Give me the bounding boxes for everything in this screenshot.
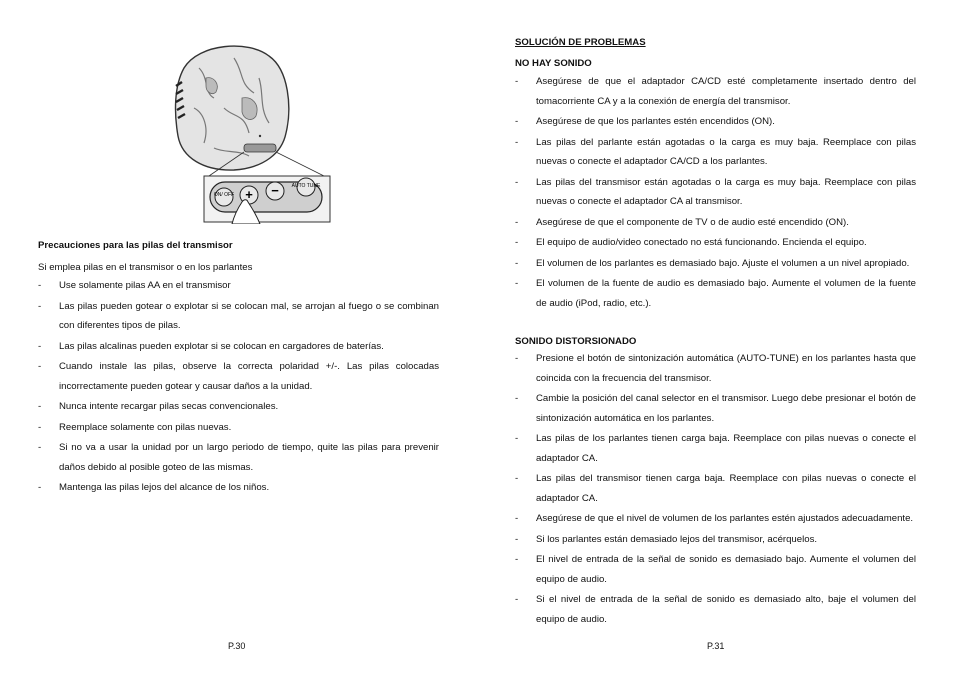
list-item: - Reemplace solamente con pilas nuevas.: [38, 418, 439, 438]
list-item: - Las pilas de los parlantes tienen carga baja. Reemplace con pilas nuevas o conecte el adaptador CA.: [515, 429, 916, 468]
list-item: - Asegúrese de que el componente de TV o de audio esté encendido (ON).: [515, 213, 916, 233]
battery-precautions-list: [38, 276, 439, 499]
rock-speaker-illustration: [164, 38, 344, 224]
minus-label: −: [271, 183, 279, 198]
troubleshooting-title: SOLUCIÓN DE PROBLEMAS: [515, 37, 646, 48]
rock-speaker-drawing: [164, 38, 344, 224]
list-item: - El volumen de los parlantes es demasiado bajo. Ajuste el volumen a un nivel apropiado.: [515, 254, 916, 274]
list-item: - El volumen de la fuente de audio es demasiado bajo. Aumente el volumen de la fuente de audio (iPod, radio, etc.).: [515, 274, 916, 313]
on-off-label: ON/ OFF: [213, 192, 235, 198]
list-item: - Las pilas del transmisor tienen carga baja. Reemplace con pilas nuevas o conecte el adaptador CA.: [515, 469, 916, 508]
list-item: - Use solamente pilas AA en el transmisor: [38, 276, 439, 296]
list-item: - Cuando instale las pilas, observe la correcta polaridad +/-. Las pilas colocadas incorrectamente pueden gotear y causar daños a la unidad.: [38, 357, 439, 396]
list-item: - Presione el botón de sintonización automática (AUTO-TUNE) en los parlantes hasta que coincida con la frecuencia del transmisor.: [515, 349, 916, 388]
page-number-right: P.31: [707, 641, 725, 651]
list-item: - El equipo de audio/video conectado no está funcionando. Encienda el equipo.: [515, 233, 916, 253]
list-item: - Las pilas del transmisor están agotadas o la carga es muy baja. Reemplace con pilas nuevas o conecte el adaptador CA al transmisor.: [515, 173, 916, 212]
list-item: - Asegúrese de que el adaptador CA/CD esté completamente insertado dentro del tomacorriente CA y a la conexión de energía del transmisor.: [515, 72, 916, 111]
rock-button-row: [244, 144, 276, 152]
list-item: - Asegúrese de que los parlantes estén encendidos (ON).: [515, 112, 916, 132]
page-number-left: P.30: [228, 641, 246, 651]
list-item: - Mantenga las pilas lejos del alcance de los niños.: [38, 478, 439, 498]
list-item: - Si los parlantes están demasiado lejos del transmisor, acérquelos.: [515, 530, 916, 550]
callout-line-right: [276, 152, 328, 178]
list-item: - Asegúrese de que el nivel de volumen de los parlantes estén ajustados adecuadamente.: [515, 509, 916, 529]
plus-label: +: [245, 187, 253, 202]
list-item: - Nunca intente recargar pilas secas convencionales.: [38, 397, 439, 417]
list-item: - Si el nivel de entrada de la señal de sonido es demasiado alto, baje el volumen del equipo de audio.: [515, 590, 916, 629]
distorted-sound-heading: SONIDO DISTORSIONADO: [515, 336, 637, 347]
auto-tune-label: AUTO TUNE: [291, 183, 321, 189]
indicator-led: [259, 135, 261, 137]
list-item: - Las pilas del parlante están agotadas o la carga es muy baja. Reemplace con pilas nuevas o conecte el adaptador CA/CD a los parlantes.: [515, 133, 916, 172]
battery-precautions-intro: Si emplea pilas en el transmisor o en los parlantes: [38, 262, 253, 273]
list-item: - Las pilas pueden gotear o explotar si se colocan mal, se arrojan al fuego o se combinan con diferentes tipos de pilas.: [38, 297, 439, 336]
list-item: - Las pilas alcalinas pueden explotar si se colocan en cargadores de baterías.: [38, 337, 439, 357]
list-item: - Si no va a usar la unidad por un largo periodo de tiempo, quite las pilas para prevenir daños debido al posible goteo de las mismas.: [38, 438, 439, 477]
list-item: - El nivel de entrada de la señal de sonido es demasiado bajo. Aumente el volumen del equipo de audio.: [515, 550, 916, 589]
no-sound-heading: NO HAY SONIDO: [515, 58, 592, 69]
no-sound-list: [515, 72, 916, 314]
battery-precautions-heading: Precauciones para las pilas del transmisor: [38, 240, 233, 251]
distorted-sound-list: [515, 349, 916, 630]
list-item: - Cambie la posición del canal selector en el transmisor. Luego debe presionar el botón de sintonización automática en los parlantes.: [515, 389, 916, 428]
